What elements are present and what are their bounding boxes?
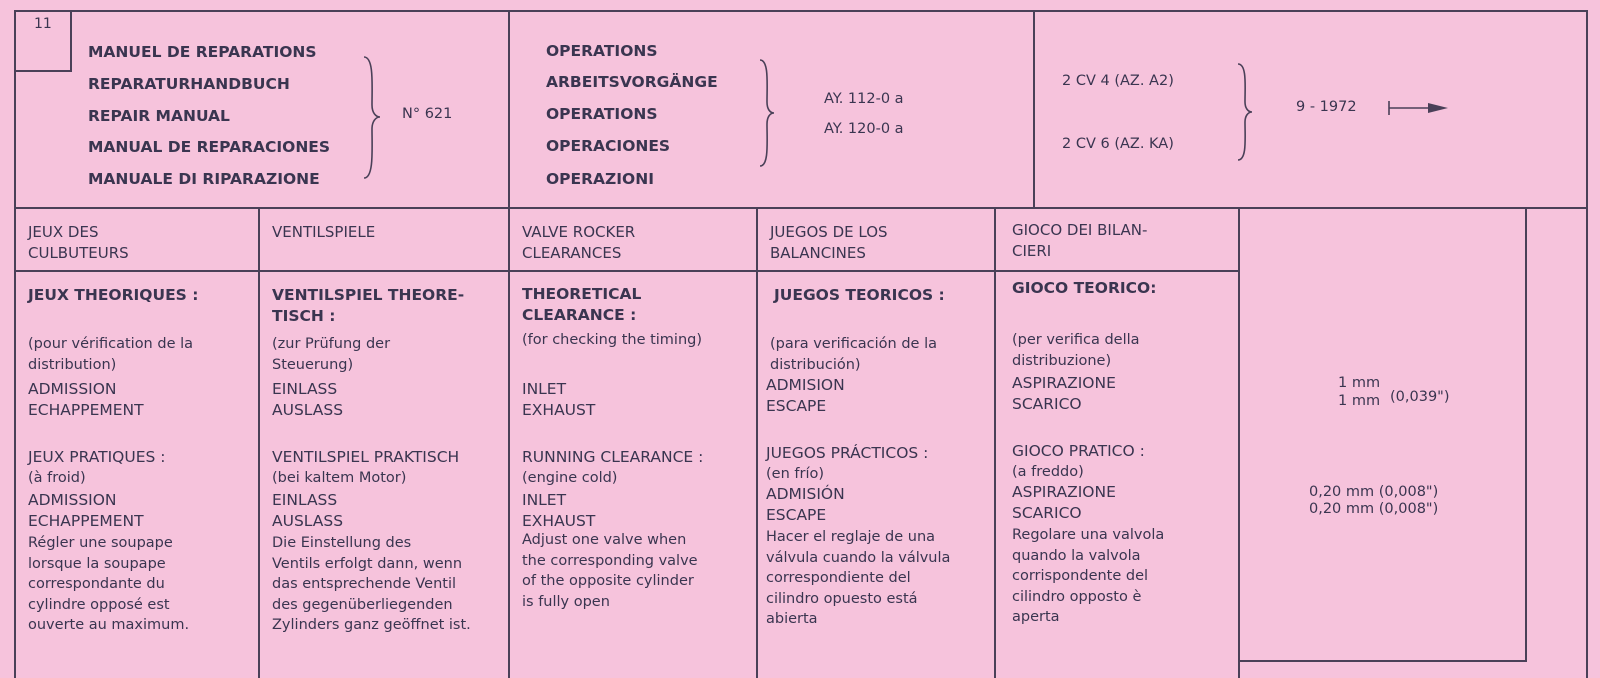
header-divider-1 — [508, 10, 510, 207]
col-it-prac-note: (a freddo) — [1012, 464, 1084, 480]
col-de-theo-note: (zur Prüfung der Steuerung) — [272, 336, 391, 373]
models-brace-icon — [1234, 62, 1256, 162]
operations-title-de: ARBEITSVORGÄNGE — [546, 73, 718, 91]
manual-title-it: MANUALE DI RIPARAZIONE — [88, 170, 320, 188]
col-en-instruction: Adjust one valve when the corresponding valve of the opposite cylinder is fully open — [522, 532, 698, 610]
col-divider-4 — [994, 207, 996, 678]
frame-left-line — [14, 10, 16, 678]
right-brace-icon — [360, 55, 384, 180]
operations-title-fr: OPERATIONS — [546, 42, 658, 60]
col-divider-2 — [508, 207, 510, 678]
manual-title-de: REPARATURHANDBUCH — [88, 75, 290, 93]
col-fr-prac-note: (à froid) — [28, 470, 86, 486]
col-it-theo-items: ASPIRAZIONE SCARICO — [1012, 374, 1116, 413]
page-number: 11 — [34, 16, 52, 32]
col-fr-instruction: Régler une soupape lorsque la soupape correspondante du cylindre opposé est ouverte au maximum. — [28, 535, 190, 633]
operation-code-1: AY. 112-0 a — [824, 91, 904, 107]
operations-title-en: OPERATIONS — [546, 105, 658, 123]
col-en-prac-items: INLET EXHAUST — [522, 491, 596, 530]
col-en-theo-note: (for checking the timing) — [522, 332, 703, 348]
col-divider-3 — [756, 207, 758, 678]
col-de-prac-items: EINLASS AUSLASS — [272, 491, 344, 530]
model-1: 2 CV 4 (AZ. A2) — [1062, 73, 1174, 89]
date: 9 - 1972 — [1296, 99, 1357, 115]
frame-top-line — [14, 10, 1588, 12]
col-en-title: VALVE ROCKER CLEARANCES — [522, 223, 636, 262]
values-box-bottom — [1240, 660, 1525, 662]
col-en-theo-heading: THEORETICAL CLEARANCE : — [522, 285, 642, 324]
manual-title-es: MANUAL DE REPARACIONES — [88, 138, 331, 156]
operations-brace-icon — [756, 58, 778, 168]
col-divider-5 — [1238, 207, 1240, 678]
col-fr-title: JEUX DES CULBUTEURS — [28, 223, 129, 262]
values-box-right — [1525, 207, 1527, 662]
header-divider-2 — [1033, 10, 1035, 207]
model-2: 2 CV 6 (AZ. KA) — [1062, 136, 1174, 152]
col-en-prac-heading: RUNNING CLEARANCE : — [522, 448, 704, 466]
manual-number: N° 621 — [402, 106, 453, 122]
frame-right-line — [1586, 10, 1588, 678]
col-it-theo-note: (per verifica della distribuzione) — [1012, 332, 1140, 369]
value-prac-exhaust: 0,20 mm (0,008") — [1309, 501, 1439, 517]
col-en-prac-note: (engine cold) — [522, 470, 618, 486]
col-it-prac-heading: GIOCO PRATICO : — [1012, 442, 1145, 460]
manual-title-fr: MANUEL DE REPARATIONS — [88, 43, 317, 61]
col-de-prac-heading: VENTILSPIEL PRAKTISCH — [272, 448, 460, 466]
col-es-theo-heading: JUEGOS TEORICOS : — [774, 286, 945, 304]
operations-title-it: OPERAZIONI — [546, 170, 654, 188]
col-es-prac-heading: JUEGOS PRÁCTICOS : — [766, 444, 929, 462]
col-divider-1 — [258, 207, 260, 678]
value-prac-inlet: 0,20 mm (0,008") — [1309, 484, 1439, 500]
col-es-theo-items: ADMISION ESCAPE — [766, 376, 845, 415]
col-de-title: VENTILSPIELE — [272, 223, 376, 241]
header-bottom-line — [14, 207, 1588, 209]
operation-code-2: AY. 120-0 a — [824, 121, 904, 137]
col-de-prac-note: (bei kaltem Motor) — [272, 470, 407, 486]
value-theo-exhaust: 1 mm — [1338, 393, 1381, 409]
col-it-prac-items: ASPIRAZIONE SCARICO — [1012, 483, 1116, 522]
col-fr-theo-heading: JEUX THEORIQUES : — [28, 286, 199, 304]
col-de-instruction: Die Einstellung des Ventils erfolgt dann, wenn das entsprechende Ventil des gegenüberliegenden Zylinders ganz geöffnet ist. — [272, 535, 471, 633]
col-es-title: JUEGOS DE LOS BALANCINES — [770, 223, 888, 262]
value-theo-exhaust-inch: (0,039") — [1390, 389, 1450, 405]
col-it-instruction: Regolare una valvola quando la valvola corrispondente del cilindro opposto è aperta — [1012, 527, 1165, 625]
col-en-theo-items: INLET EXHAUST — [522, 380, 596, 419]
title-row-bottom-line — [14, 270, 1240, 272]
col-de-theo-items: EINLASS AUSLASS — [272, 380, 344, 419]
col-it-theo-heading: GIOCO TEORICO: — [1012, 279, 1157, 297]
col-fr-prac-heading: JEUX PRATIQUES : — [28, 448, 166, 466]
manual-title-en: REPAIR MANUAL — [88, 107, 230, 125]
col-es-prac-items: ADMISIÓN ESCAPE — [766, 485, 845, 524]
arrow-right-icon — [1388, 98, 1450, 118]
value-theo-inlet: 1 mm — [1338, 375, 1381, 391]
col-es-prac-note: (en frío) — [766, 466, 824, 482]
col-fr-prac-items: ADMISSION ECHAPPEMENT — [28, 491, 144, 530]
col-es-instruction: Hacer el reglaje de una válvula cuando la válvula correspondiente del cilindro opuesto está abierta — [766, 529, 951, 627]
operations-title-es: OPERACIONES — [546, 137, 671, 155]
col-fr-theo-items: ADMISSION ECHAPPEMENT — [28, 380, 144, 419]
col-fr-theo-note: (pour vérification de la distribution) — [28, 336, 194, 373]
col-de-theo-heading: VENTILSPIEL THEORE- TISCH : — [272, 286, 465, 325]
col-es-theo-note: (para verificación de la distribución) — [770, 336, 938, 373]
col-it-title: GIOCO DEI BILAN- CIERI — [1012, 221, 1148, 260]
